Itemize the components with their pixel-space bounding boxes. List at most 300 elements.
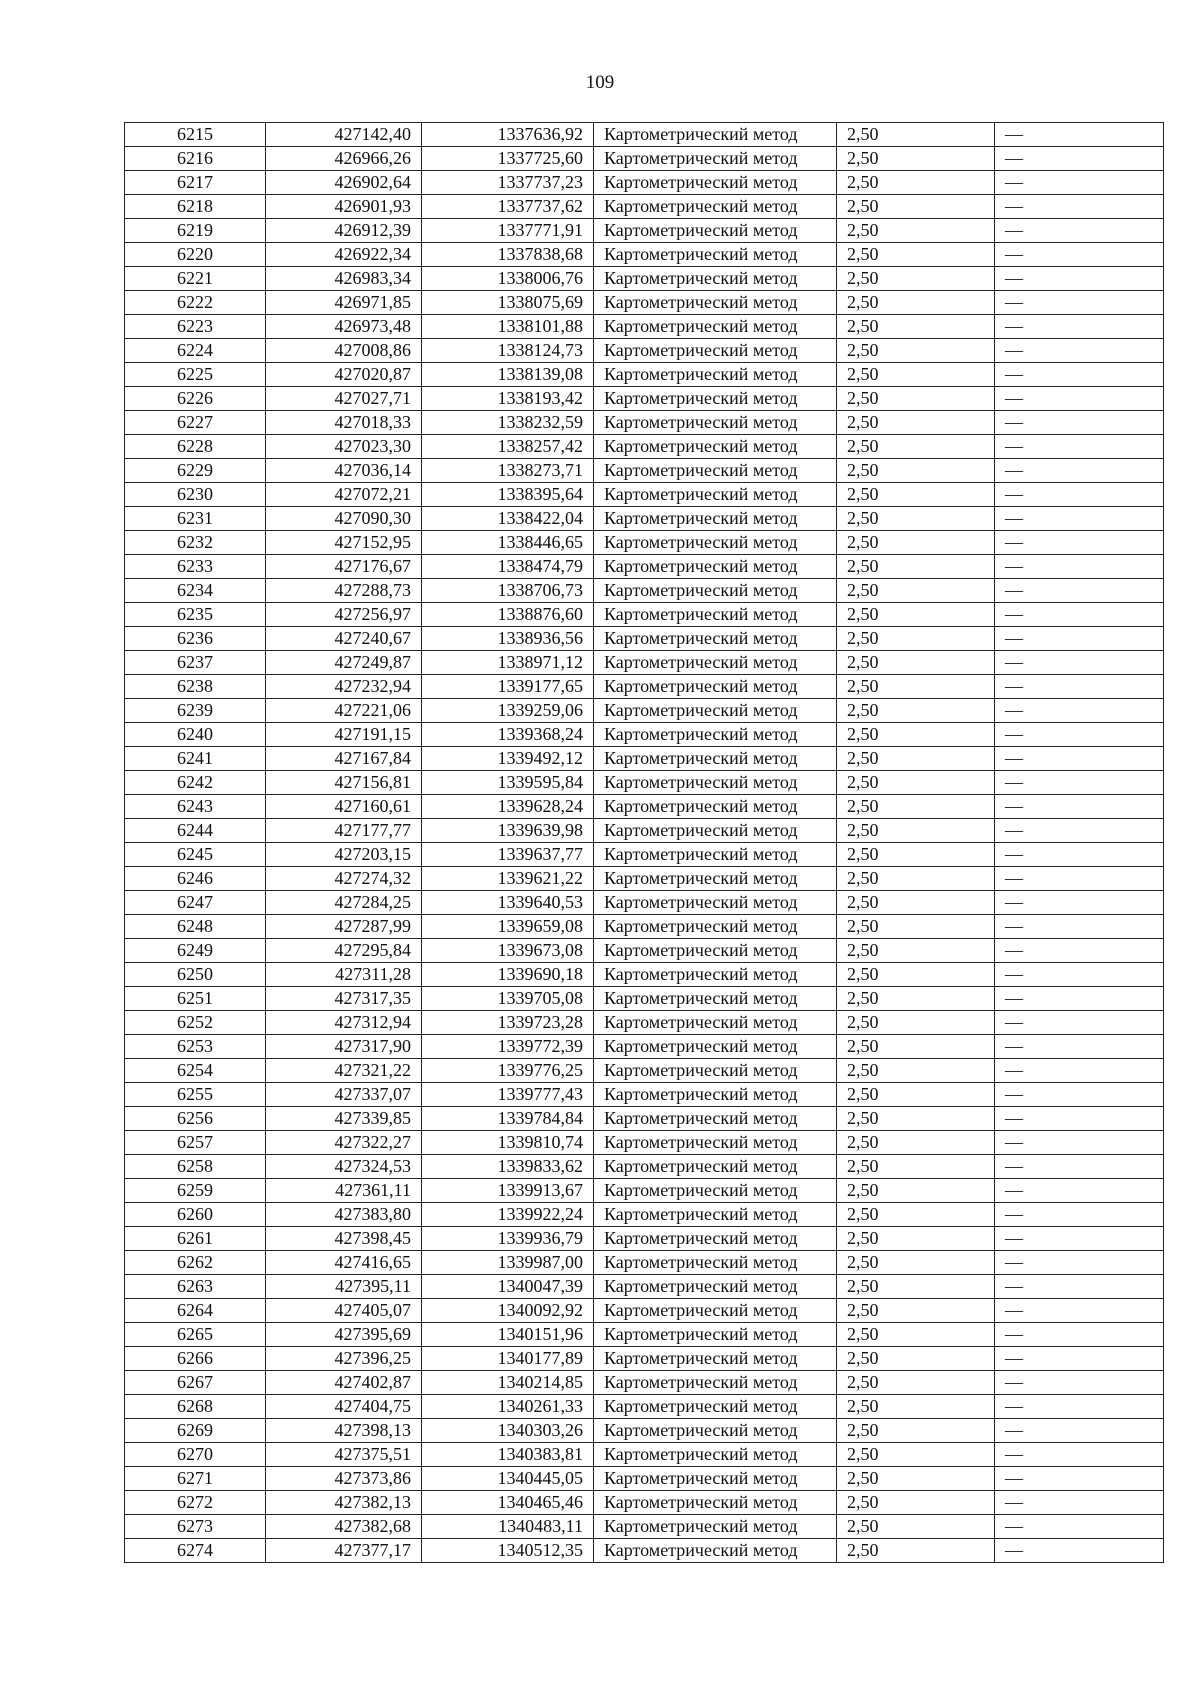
table-row bbox=[125, 243, 1164, 267]
accuracy-cell: 2,50 bbox=[837, 939, 995, 963]
x-coordinate-cell: 427274,32 bbox=[266, 867, 422, 891]
point-number-cell: 6232 bbox=[125, 531, 266, 555]
x-coordinate-cell: 427361,11 bbox=[266, 1179, 422, 1203]
y-coordinate-cell: 1339690,18 bbox=[422, 963, 594, 987]
y-coordinate-cell: 1339595,84 bbox=[422, 771, 594, 795]
y-coordinate-cell: 1339368,24 bbox=[422, 723, 594, 747]
x-coordinate-cell: 427177,77 bbox=[266, 819, 422, 843]
accuracy-cell: 2,50 bbox=[837, 243, 995, 267]
y-coordinate-cell: 1339913,67 bbox=[422, 1179, 594, 1203]
point-number-cell: 6248 bbox=[125, 915, 266, 939]
accuracy-cell: 2,50 bbox=[837, 819, 995, 843]
table-row bbox=[125, 531, 1164, 555]
x-coordinate-cell: 427072,21 bbox=[266, 483, 422, 507]
table-row bbox=[125, 1179, 1164, 1203]
note-cell: — bbox=[995, 1203, 1164, 1227]
x-coordinate-cell: 427311,28 bbox=[266, 963, 422, 987]
note-cell: — bbox=[995, 483, 1164, 507]
point-number-cell: 6226 bbox=[125, 387, 266, 411]
accuracy-cell: 2,50 bbox=[837, 699, 995, 723]
x-coordinate-cell: 427295,84 bbox=[266, 939, 422, 963]
method-cell: Картометрический метод bbox=[594, 651, 837, 675]
x-coordinate-cell: 427176,67 bbox=[266, 555, 422, 579]
point-number-cell: 6270 bbox=[125, 1443, 266, 1467]
table-row bbox=[125, 891, 1164, 915]
accuracy-cell: 2,50 bbox=[837, 1155, 995, 1179]
accuracy-cell: 2,50 bbox=[837, 1443, 995, 1467]
point-number-cell: 6234 bbox=[125, 579, 266, 603]
table-row bbox=[125, 1059, 1164, 1083]
method-cell: Картометрический метод bbox=[594, 963, 837, 987]
y-coordinate-cell: 1337636,92 bbox=[422, 123, 594, 147]
table-row bbox=[125, 339, 1164, 363]
accuracy-cell: 2,50 bbox=[837, 459, 995, 483]
accuracy-cell: 2,50 bbox=[837, 795, 995, 819]
method-cell: Картометрический метод bbox=[594, 219, 837, 243]
method-cell: Картометрический метод bbox=[594, 1515, 837, 1539]
table-row bbox=[125, 1371, 1164, 1395]
point-number-cell: 6268 bbox=[125, 1395, 266, 1419]
table-row bbox=[125, 171, 1164, 195]
note-cell: — bbox=[995, 1323, 1164, 1347]
y-coordinate-cell: 1339833,62 bbox=[422, 1155, 594, 1179]
method-cell: Картометрический метод bbox=[594, 1107, 837, 1131]
y-coordinate-cell: 1338257,42 bbox=[422, 435, 594, 459]
y-coordinate-cell: 1339810,74 bbox=[422, 1131, 594, 1155]
note-cell: — bbox=[995, 1347, 1164, 1371]
note-cell: — bbox=[995, 579, 1164, 603]
method-cell: Картометрический метод bbox=[594, 1155, 837, 1179]
y-coordinate-cell: 1338395,64 bbox=[422, 483, 594, 507]
method-cell: Картометрический метод bbox=[594, 1491, 837, 1515]
note-cell: — bbox=[995, 243, 1164, 267]
note-cell: — bbox=[995, 339, 1164, 363]
accuracy-cell: 2,50 bbox=[837, 387, 995, 411]
point-number-cell: 6273 bbox=[125, 1515, 266, 1539]
method-cell: Картометрический метод bbox=[594, 1203, 837, 1227]
method-cell: Картометрический метод bbox=[594, 915, 837, 939]
note-cell: — bbox=[995, 147, 1164, 171]
point-number-cell: 6260 bbox=[125, 1203, 266, 1227]
method-cell: Картометрический метод bbox=[594, 1443, 837, 1467]
method-cell: Картометрический метод bbox=[594, 1347, 837, 1371]
method-cell: Картометрический метод bbox=[594, 939, 837, 963]
method-cell: Картометрический метод bbox=[594, 1059, 837, 1083]
y-coordinate-cell: 1339772,39 bbox=[422, 1035, 594, 1059]
table-row bbox=[125, 1299, 1164, 1323]
note-cell: — bbox=[995, 267, 1164, 291]
y-coordinate-cell: 1339177,65 bbox=[422, 675, 594, 699]
method-cell: Картометрический метод bbox=[594, 315, 837, 339]
point-number-cell: 6258 bbox=[125, 1155, 266, 1179]
note-cell: — bbox=[995, 699, 1164, 723]
x-coordinate-cell: 427018,33 bbox=[266, 411, 422, 435]
x-coordinate-cell: 427404,75 bbox=[266, 1395, 422, 1419]
x-coordinate-cell: 427337,07 bbox=[266, 1083, 422, 1107]
x-coordinate-cell: 427287,99 bbox=[266, 915, 422, 939]
x-coordinate-cell: 427377,17 bbox=[266, 1539, 422, 1563]
note-cell: — bbox=[995, 939, 1164, 963]
y-coordinate-cell: 1340445,05 bbox=[422, 1467, 594, 1491]
accuracy-cell: 2,50 bbox=[837, 603, 995, 627]
note-cell: — bbox=[995, 1251, 1164, 1275]
x-coordinate-cell: 427023,30 bbox=[266, 435, 422, 459]
table-row bbox=[125, 1275, 1164, 1299]
x-coordinate-cell: 427324,53 bbox=[266, 1155, 422, 1179]
accuracy-cell: 2,50 bbox=[837, 747, 995, 771]
method-cell: Картометрический метод bbox=[594, 843, 837, 867]
table-row bbox=[125, 1251, 1164, 1275]
x-coordinate-cell: 427167,84 bbox=[266, 747, 422, 771]
method-cell: Картометрический метод bbox=[594, 1395, 837, 1419]
method-cell: Картометрический метод bbox=[594, 363, 837, 387]
point-number-cell: 6216 bbox=[125, 147, 266, 171]
x-coordinate-cell: 427020,87 bbox=[266, 363, 422, 387]
table-row bbox=[125, 579, 1164, 603]
accuracy-cell: 2,50 bbox=[837, 1371, 995, 1395]
method-cell: Картометрический метод bbox=[594, 723, 837, 747]
accuracy-cell: 2,50 bbox=[837, 315, 995, 339]
point-number-cell: 6252 bbox=[125, 1011, 266, 1035]
accuracy-cell: 2,50 bbox=[837, 267, 995, 291]
y-coordinate-cell: 1339776,25 bbox=[422, 1059, 594, 1083]
y-coordinate-cell: 1339723,28 bbox=[422, 1011, 594, 1035]
note-cell: — bbox=[995, 747, 1164, 771]
note-cell: — bbox=[995, 1275, 1164, 1299]
accuracy-cell: 2,50 bbox=[837, 411, 995, 435]
x-coordinate-cell: 427416,65 bbox=[266, 1251, 422, 1275]
point-number-cell: 6261 bbox=[125, 1227, 266, 1251]
point-number-cell: 6239 bbox=[125, 699, 266, 723]
y-coordinate-cell: 1338139,08 bbox=[422, 363, 594, 387]
note-cell: — bbox=[995, 507, 1164, 531]
method-cell: Картометрический метод bbox=[594, 819, 837, 843]
x-coordinate-cell: 427156,81 bbox=[266, 771, 422, 795]
table-row bbox=[125, 1155, 1164, 1179]
x-coordinate-cell: 427395,69 bbox=[266, 1323, 422, 1347]
note-cell: — bbox=[995, 363, 1164, 387]
x-coordinate-cell: 426922,34 bbox=[266, 243, 422, 267]
note-cell: — bbox=[995, 867, 1164, 891]
table-row bbox=[125, 819, 1164, 843]
method-cell: Картометрический метод bbox=[594, 627, 837, 651]
note-cell: — bbox=[995, 843, 1164, 867]
table-row bbox=[125, 147, 1164, 171]
accuracy-cell: 2,50 bbox=[837, 435, 995, 459]
y-coordinate-cell: 1338936,56 bbox=[422, 627, 594, 651]
table-row bbox=[125, 1347, 1164, 1371]
x-coordinate-cell: 426901,93 bbox=[266, 195, 422, 219]
method-cell: Картометрический метод bbox=[594, 795, 837, 819]
table-row bbox=[125, 1323, 1164, 1347]
note-cell: — bbox=[995, 171, 1164, 195]
method-cell: Картометрический метод bbox=[594, 1035, 837, 1059]
x-coordinate-cell: 427405,07 bbox=[266, 1299, 422, 1323]
accuracy-cell: 2,50 bbox=[837, 507, 995, 531]
point-number-cell: 6217 bbox=[125, 171, 266, 195]
x-coordinate-cell: 427036,14 bbox=[266, 459, 422, 483]
x-coordinate-cell: 427322,27 bbox=[266, 1131, 422, 1155]
note-cell: — bbox=[995, 1443, 1164, 1467]
point-number-cell: 6218 bbox=[125, 195, 266, 219]
table-row bbox=[125, 315, 1164, 339]
method-cell: Картометрический метод bbox=[594, 483, 837, 507]
accuracy-cell: 2,50 bbox=[837, 891, 995, 915]
point-number-cell: 6242 bbox=[125, 771, 266, 795]
point-number-cell: 6272 bbox=[125, 1491, 266, 1515]
note-cell: — bbox=[995, 675, 1164, 699]
method-cell: Картометрический метод bbox=[594, 1419, 837, 1443]
point-number-cell: 6249 bbox=[125, 939, 266, 963]
table-row bbox=[125, 1395, 1164, 1419]
method-cell: Картометрический метод bbox=[594, 555, 837, 579]
y-coordinate-cell: 1338971,12 bbox=[422, 651, 594, 675]
table-row bbox=[125, 1083, 1164, 1107]
point-number-cell: 6238 bbox=[125, 675, 266, 699]
table-row bbox=[125, 939, 1164, 963]
note-cell: — bbox=[995, 1179, 1164, 1203]
point-number-cell: 6231 bbox=[125, 507, 266, 531]
note-cell: — bbox=[995, 1371, 1164, 1395]
accuracy-cell: 2,50 bbox=[837, 1035, 995, 1059]
y-coordinate-cell: 1337737,62 bbox=[422, 195, 594, 219]
note-cell: — bbox=[995, 1491, 1164, 1515]
table-row bbox=[125, 1419, 1164, 1443]
table-row bbox=[125, 1203, 1164, 1227]
note-cell: — bbox=[995, 219, 1164, 243]
point-number-cell: 6215 bbox=[125, 123, 266, 147]
method-cell: Картометрический метод bbox=[594, 411, 837, 435]
note-cell: — bbox=[995, 795, 1164, 819]
table-row bbox=[125, 1515, 1164, 1539]
note-cell: — bbox=[995, 531, 1164, 555]
y-coordinate-cell: 1339987,00 bbox=[422, 1251, 594, 1275]
x-coordinate-cell: 427382,13 bbox=[266, 1491, 422, 1515]
table-row bbox=[125, 195, 1164, 219]
table-row bbox=[125, 363, 1164, 387]
point-number-cell: 6265 bbox=[125, 1323, 266, 1347]
y-coordinate-cell: 1340177,89 bbox=[422, 1347, 594, 1371]
method-cell: Картометрический метод bbox=[594, 291, 837, 315]
x-coordinate-cell: 426966,26 bbox=[266, 147, 422, 171]
coordinates-table bbox=[124, 122, 1164, 1563]
note-cell: — bbox=[995, 435, 1164, 459]
point-number-cell: 6254 bbox=[125, 1059, 266, 1083]
note-cell: — bbox=[995, 627, 1164, 651]
table-row bbox=[125, 843, 1164, 867]
method-cell: Картометрический метод bbox=[594, 1179, 837, 1203]
x-coordinate-cell: 427317,35 bbox=[266, 987, 422, 1011]
y-coordinate-cell: 1339492,12 bbox=[422, 747, 594, 771]
note-cell: — bbox=[995, 723, 1164, 747]
accuracy-cell: 2,50 bbox=[837, 867, 995, 891]
note-cell: — bbox=[995, 1011, 1164, 1035]
note-cell: — bbox=[995, 1107, 1164, 1131]
y-coordinate-cell: 1339777,43 bbox=[422, 1083, 594, 1107]
table-row bbox=[125, 987, 1164, 1011]
point-number-cell: 6228 bbox=[125, 435, 266, 459]
x-coordinate-cell: 427152,95 bbox=[266, 531, 422, 555]
note-cell: — bbox=[995, 387, 1164, 411]
accuracy-cell: 2,50 bbox=[837, 1083, 995, 1107]
y-coordinate-cell: 1339784,84 bbox=[422, 1107, 594, 1131]
method-cell: Картометрический метод bbox=[594, 1251, 837, 1275]
accuracy-cell: 2,50 bbox=[837, 363, 995, 387]
method-cell: Картометрический метод bbox=[594, 507, 837, 531]
y-coordinate-cell: 1338101,88 bbox=[422, 315, 594, 339]
accuracy-cell: 2,50 bbox=[837, 1395, 995, 1419]
accuracy-cell: 2,50 bbox=[837, 771, 995, 795]
note-cell: — bbox=[995, 123, 1164, 147]
note-cell: — bbox=[995, 963, 1164, 987]
note-cell: — bbox=[995, 1467, 1164, 1491]
accuracy-cell: 2,50 bbox=[837, 651, 995, 675]
accuracy-cell: 2,50 bbox=[837, 987, 995, 1011]
table-row bbox=[125, 747, 1164, 771]
accuracy-cell: 2,50 bbox=[837, 1203, 995, 1227]
method-cell: Картометрический метод bbox=[594, 771, 837, 795]
note-cell: — bbox=[995, 195, 1164, 219]
method-cell: Картометрический метод bbox=[594, 531, 837, 555]
point-number-cell: 6244 bbox=[125, 819, 266, 843]
y-coordinate-cell: 1338446,65 bbox=[422, 531, 594, 555]
table-row bbox=[125, 1491, 1164, 1515]
table-row bbox=[125, 555, 1164, 579]
y-coordinate-cell: 1339673,08 bbox=[422, 939, 594, 963]
accuracy-cell: 2,50 bbox=[837, 1011, 995, 1035]
table-row bbox=[125, 291, 1164, 315]
accuracy-cell: 2,50 bbox=[837, 1539, 995, 1563]
y-coordinate-cell: 1339922,24 bbox=[422, 1203, 594, 1227]
method-cell: Картометрический метод bbox=[594, 987, 837, 1011]
accuracy-cell: 2,50 bbox=[837, 1275, 995, 1299]
point-number-cell: 6224 bbox=[125, 339, 266, 363]
x-coordinate-cell: 427402,87 bbox=[266, 1371, 422, 1395]
table-row bbox=[125, 483, 1164, 507]
table-row bbox=[125, 651, 1164, 675]
y-coordinate-cell: 1340214,85 bbox=[422, 1371, 594, 1395]
table-row bbox=[125, 387, 1164, 411]
table-row bbox=[125, 435, 1164, 459]
y-coordinate-cell: 1337771,91 bbox=[422, 219, 594, 243]
note-cell: — bbox=[995, 411, 1164, 435]
method-cell: Картометрический метод bbox=[594, 579, 837, 603]
method-cell: Картометрический метод bbox=[594, 267, 837, 291]
x-coordinate-cell: 427312,94 bbox=[266, 1011, 422, 1035]
table-row bbox=[125, 771, 1164, 795]
x-coordinate-cell: 427321,22 bbox=[266, 1059, 422, 1083]
note-cell: — bbox=[995, 1035, 1164, 1059]
accuracy-cell: 2,50 bbox=[837, 483, 995, 507]
y-coordinate-cell: 1339259,06 bbox=[422, 699, 594, 723]
point-number-cell: 6220 bbox=[125, 243, 266, 267]
method-cell: Картометрический метод bbox=[594, 387, 837, 411]
y-coordinate-cell: 1338193,42 bbox=[422, 387, 594, 411]
method-cell: Картометрический метод bbox=[594, 1011, 837, 1035]
table-row bbox=[125, 411, 1164, 435]
y-coordinate-cell: 1338876,60 bbox=[422, 603, 594, 627]
point-number-cell: 6251 bbox=[125, 987, 266, 1011]
accuracy-cell: 2,50 bbox=[837, 675, 995, 699]
point-number-cell: 6257 bbox=[125, 1131, 266, 1155]
x-coordinate-cell: 427284,25 bbox=[266, 891, 422, 915]
y-coordinate-cell: 1339637,77 bbox=[422, 843, 594, 867]
note-cell: — bbox=[995, 1131, 1164, 1155]
x-coordinate-cell: 427395,11 bbox=[266, 1275, 422, 1299]
y-coordinate-cell: 1338273,71 bbox=[422, 459, 594, 483]
method-cell: Картометрический метод bbox=[594, 1323, 837, 1347]
y-coordinate-cell: 1339659,08 bbox=[422, 915, 594, 939]
x-coordinate-cell: 427191,15 bbox=[266, 723, 422, 747]
note-cell: — bbox=[995, 771, 1164, 795]
note-cell: — bbox=[995, 651, 1164, 675]
y-coordinate-cell: 1340483,11 bbox=[422, 1515, 594, 1539]
y-coordinate-cell: 1338422,04 bbox=[422, 507, 594, 531]
method-cell: Картометрический метод bbox=[594, 435, 837, 459]
table-row bbox=[125, 795, 1164, 819]
y-coordinate-cell: 1338124,73 bbox=[422, 339, 594, 363]
note-cell: — bbox=[995, 987, 1164, 1011]
accuracy-cell: 2,50 bbox=[837, 555, 995, 579]
table-row bbox=[125, 459, 1164, 483]
x-coordinate-cell: 427232,94 bbox=[266, 675, 422, 699]
y-coordinate-cell: 1340092,92 bbox=[422, 1299, 594, 1323]
table-row bbox=[125, 1539, 1164, 1563]
method-cell: Картометрический метод bbox=[594, 1275, 837, 1299]
point-number-cell: 6271 bbox=[125, 1467, 266, 1491]
method-cell: Картометрический метод bbox=[594, 1467, 837, 1491]
method-cell: Картометрический метод bbox=[594, 123, 837, 147]
point-number-cell: 6255 bbox=[125, 1083, 266, 1107]
table-row bbox=[125, 219, 1164, 243]
point-number-cell: 6274 bbox=[125, 1539, 266, 1563]
accuracy-cell: 2,50 bbox=[837, 723, 995, 747]
y-coordinate-cell: 1339621,22 bbox=[422, 867, 594, 891]
x-coordinate-cell: 427317,90 bbox=[266, 1035, 422, 1059]
x-coordinate-cell: 427383,80 bbox=[266, 1203, 422, 1227]
accuracy-cell: 2,50 bbox=[837, 147, 995, 171]
point-number-cell: 6230 bbox=[125, 483, 266, 507]
table-row bbox=[125, 1443, 1164, 1467]
y-coordinate-cell: 1337725,60 bbox=[422, 147, 594, 171]
accuracy-cell: 2,50 bbox=[837, 195, 995, 219]
y-coordinate-cell: 1339639,98 bbox=[422, 819, 594, 843]
method-cell: Картометрический метод bbox=[594, 147, 837, 171]
point-number-cell: 6245 bbox=[125, 843, 266, 867]
x-coordinate-cell: 427160,61 bbox=[266, 795, 422, 819]
table-row bbox=[125, 1227, 1164, 1251]
accuracy-cell: 2,50 bbox=[837, 627, 995, 651]
accuracy-cell: 2,50 bbox=[837, 123, 995, 147]
note-cell: — bbox=[995, 1227, 1164, 1251]
note-cell: — bbox=[995, 915, 1164, 939]
note-cell: — bbox=[995, 1155, 1164, 1179]
x-coordinate-cell: 427398,45 bbox=[266, 1227, 422, 1251]
y-coordinate-cell: 1338706,73 bbox=[422, 579, 594, 603]
point-number-cell: 6250 bbox=[125, 963, 266, 987]
x-coordinate-cell: 426902,64 bbox=[266, 171, 422, 195]
point-number-cell: 6229 bbox=[125, 459, 266, 483]
point-number-cell: 6233 bbox=[125, 555, 266, 579]
table-row bbox=[125, 963, 1164, 987]
point-number-cell: 6227 bbox=[125, 411, 266, 435]
table-row bbox=[125, 627, 1164, 651]
x-coordinate-cell: 426912,39 bbox=[266, 219, 422, 243]
point-number-cell: 6240 bbox=[125, 723, 266, 747]
x-coordinate-cell: 427396,25 bbox=[266, 1347, 422, 1371]
table-row bbox=[125, 1035, 1164, 1059]
note-cell: — bbox=[995, 1515, 1164, 1539]
